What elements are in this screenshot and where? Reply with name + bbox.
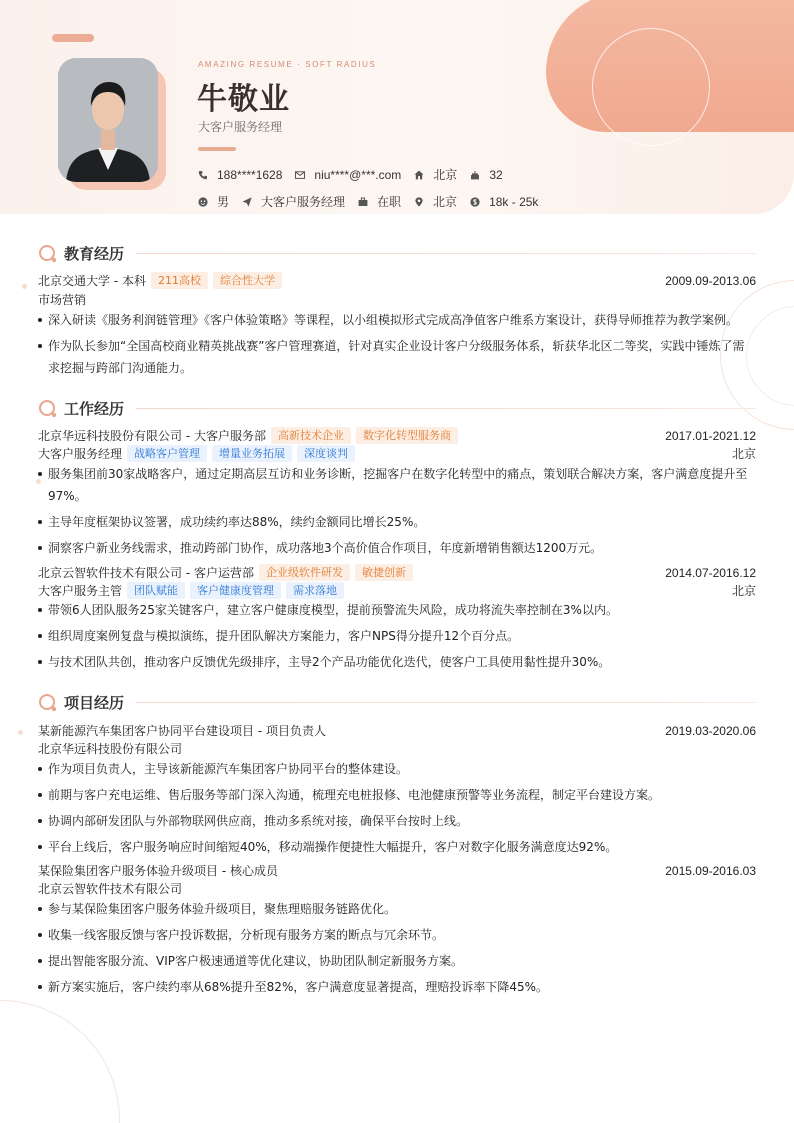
phone-icon [198,170,208,180]
contact-row [198,166,516,183]
money-icon [470,197,480,207]
profile-row [198,193,551,210]
company-tag: 企业级软件研发 [259,564,350,581]
school-name: 北京交通大学 - 本科 [38,274,146,288]
job-bullet: 与技术团队共创，推动客户反馈优先级排序，主导2个产品功能优化迭代，使客户工具使用黏性提升30%。 [38,651,756,673]
company-tag: 敏捷创新 [355,564,413,581]
project-bullet: 前期与客户充电运维、售后服务等部门深入沟通，梳理充电桩报修、电池健康预警等业务流程，制定平台建设方案。 [38,784,756,806]
education-bullet: 深入研读《服务利润链管理》《客户体验策略》等课程，以小组模拟形式完成高净值客户维系方案设计，获得导师推荐为教学案例。 [38,309,756,331]
job-date: 2014.07-2016.12 [665,565,756,580]
candidate-role: 大客户服务经理 [198,120,283,134]
phone-text: 188****1628 [217,167,283,182]
company-name: 北京华远科技股份有限公司 - 大客户服务部 [38,429,266,443]
decor-dot [22,284,27,289]
salary-item [470,195,538,209]
company-name: 北京云智软件技术有限公司 - 客户运营部 [38,566,254,580]
project-org-row [38,740,756,757]
section-divider [136,702,756,703]
job-bullet: 带领6人团队服务25家关键客户，建立客户健康度模型，提前预警流失风险，成功将流失率控制在3%以内。 [38,599,756,621]
education-major-row [38,291,756,308]
job-position-row [38,445,756,462]
job-header [38,564,756,581]
position-tag: 客户健康度管理 [190,582,281,599]
hometown-text: 北京 [433,168,458,182]
email-item [295,168,401,182]
project-bullet: 参与某保险集团客户服务体验升级项目，聚焦理赔服务链路优化。 [38,898,756,920]
job-date: 2017.01-2021.12 [665,428,756,443]
phone-item [198,168,282,182]
major-name: 市场营销 [38,293,87,307]
position-tag: 需求落地 [286,582,344,599]
education-entry-header [38,272,756,289]
projects-title: 项目经历 [64,694,125,712]
project-date: 2019.03-2020.06 [665,723,756,738]
project-bullet: 协调内部研发团队与外部物联网供应商，推动多系统对接，确保平台按时上线。 [38,810,756,832]
search-icon [38,399,58,419]
header-accent-pill [52,34,94,42]
education-title: 教育经历 [64,245,125,263]
salary-text: 18k - 25k [489,194,539,209]
position-tag: 战略客户管理 [127,445,207,462]
age-text: 32 [489,167,503,182]
project-bullet: 新方案实施后，客户续约率从68%提升至82%，客户满意度显著提高，理赔投诉率下降45%。 [38,976,756,998]
job-location: 北京 [731,584,756,598]
work-section-header [38,398,756,419]
project-header [38,722,756,739]
position-tag: 增量业务拓展 [212,445,292,462]
work-title: 工作经历 [64,400,125,418]
project-org: 北京云智软件技术有限公司 [38,882,183,896]
status-text: 在职 [377,195,402,209]
profile-photo [58,58,158,182]
location-icon [414,197,424,207]
search-icon [38,244,58,264]
location-item [414,193,457,210]
company-tag: 高新技术企业 [271,427,351,444]
decor-dot [18,730,23,735]
company-tag: 数字化转型服务商 [356,427,458,444]
job-bullet: 主导年度框架协议签署，成功续约率达88%，续约金额同比增长25%。 [38,511,756,533]
project-org: 北京华远科技股份有限公司 [38,742,183,756]
gender-icon [198,197,208,207]
job-bullet: 洞察客户新业务线需求，推动跨部门协作，成功落地3个高价值合作项目，年度新增销售额达1200万元。 [38,537,756,559]
age-item [470,168,502,182]
project-bullet: 作为项目负责人，主导该新能源汽车集团客户协同平台的整体建设。 [38,758,756,780]
projects-section-header [38,692,756,713]
briefcase-icon [358,197,368,207]
job-location: 北京 [731,447,756,461]
position-tag: 深度谈判 [297,445,355,462]
email-text: niu****@***.com [314,167,402,182]
send-icon [242,197,252,207]
project-date: 2015.09-2016.03 [665,863,756,878]
project-header [38,862,756,879]
target-role-item [242,193,345,210]
job-position-row [38,582,756,599]
project-org-row [38,880,756,897]
school-tag: 211高校 [151,272,208,289]
education-date: 2009.09-2013.06 [665,273,756,288]
project-bullet: 提出智能客服分流、VIP客户极速通道等优化建议，协助团队制定新服务方案。 [38,950,756,972]
project-bullet: 平台上线后，客户服务响应时间缩短40%，移动端操作便捷性大幅提升，客户对数字化服务满意度达92%。 [38,836,756,858]
position-name: 大客户服务主管 [38,584,123,598]
job-bullet: 组织周度案例复盘与模拟演练，提升团队解决方案能力，客户NPS得分提升12个百分点。 [38,625,756,647]
decor-ring-left [0,1000,120,1123]
role-accent-bar [198,147,236,151]
candidate-name: 牛敬业 [197,82,290,117]
position-name: 大客户服务经理 [38,447,123,461]
header-decor-ring [592,28,710,146]
education-bullet: 作为队长参加“全国高校商业精英挑战赛”客户管理赛道，针对真实企业设计客户分级服务体系，斩获华北区二等奖，实践中锤炼了需求挖掘与跨部门沟通能力。 [38,335,756,379]
mail-icon [295,170,305,180]
project-name: 某保险集团客户服务体验升级项目 - 核心成员 [38,864,278,878]
position-tag: 团队赋能 [127,582,185,599]
gender-text: 男 [217,195,230,209]
gender-item [198,193,229,210]
location-text: 北京 [433,195,458,209]
target-role-text: 大客户服务经理 [261,195,346,209]
search-icon [38,693,58,713]
brand-line: AMAZING RESUME · SOFT RADIUS [198,60,377,69]
project-bullet: 收集一线客服反馈与客户投诉数据，分析现有服务方案的断点与冗余环节。 [38,924,756,946]
education-section-header [38,243,756,264]
school-tag: 综合性大学 [213,272,282,289]
project-name: 某新能源汽车集团客户协同平台建设项目 - 项目负责人 [38,724,326,738]
job-header [38,427,756,444]
status-item [358,193,401,210]
section-divider [136,408,756,409]
job-bullet: 服务集团前30家战略客户，通过定期高层互访和业务诊断，挖掘客户在数字化转型中的痛点，策划联合解决方案，客户满意度提升至97%。 [38,463,756,507]
hometown-item [414,166,457,183]
home-icon [414,170,424,180]
cake-icon [470,170,480,180]
section-divider [136,253,756,254]
